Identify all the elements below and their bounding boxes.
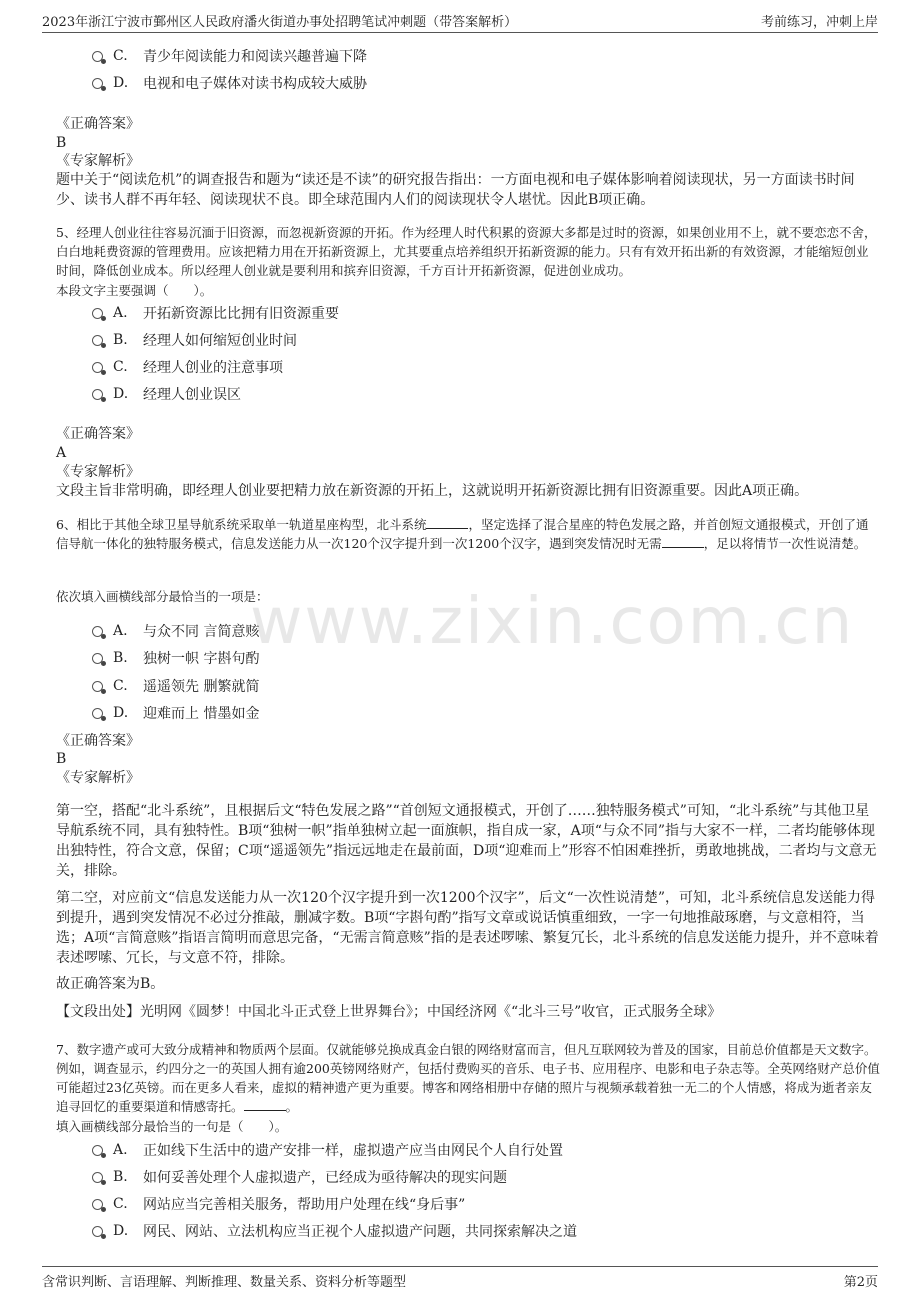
option-text: 网民、网站、立法机构应当正视个人虚拟遗产问题，共同探索解决之道 bbox=[143, 1224, 577, 1240]
q7-option-a[interactable] bbox=[92, 1140, 563, 1160]
q6-option-a[interactable] bbox=[92, 621, 259, 641]
option-text: 经理人创业的注意事项 bbox=[143, 360, 283, 376]
q6-stem-part-3: ，足以将情节一次性说清楚。 bbox=[703, 536, 867, 551]
option-letter: B. bbox=[113, 1169, 128, 1185]
q6-stem bbox=[56, 515, 880, 553]
radio-icon[interactable] bbox=[92, 78, 103, 89]
q6-analysis-3: 故正确答案为B。 bbox=[56, 976, 165, 992]
q6-stem-part-1: 6、相比于其他全球卫星导航系统采取单一轨道星座构型，北斗系统 bbox=[56, 517, 427, 532]
radio-icon[interactable] bbox=[92, 362, 103, 373]
option-text: 电视和电子媒体对读书构成较大威胁 bbox=[143, 76, 367, 92]
q5-answer-label: 《正确答案》 bbox=[56, 426, 140, 442]
q6-option-c[interactable] bbox=[92, 676, 259, 696]
q7-option-d[interactable] bbox=[92, 1221, 577, 1241]
option-letter: D. bbox=[113, 705, 129, 721]
option-text: 开拓新资源比比拥有旧资源重要 bbox=[143, 306, 339, 322]
q5-analysis-label: 《专家解析》 bbox=[56, 464, 140, 480]
radio-icon[interactable] bbox=[92, 626, 103, 637]
option-letter: D. bbox=[113, 386, 129, 402]
radio-icon[interactable] bbox=[92, 1226, 103, 1237]
option-text: 独树一帜 字斟句酌 bbox=[143, 651, 260, 667]
q5-answer: A bbox=[56, 445, 67, 461]
header-title: 2023年浙江宁波市鄞州区人民政府潘火街道办事处招聘笔试冲刺题（带答案解析） bbox=[42, 15, 518, 30]
q6-analysis-2: 第二空，对应前文“信息发送能力从一次120个汉字提升到一次1200个汉字”，后文“一次性说清楚”，可知，北斗系统信息发送能力得到提升，遇到突发情况不必过分推敲，删减字数。B项“字斟句酌”指写文章或说话慎重细致，一字一句地推敲琢磨，与文意相符，当选；A项“言简意赅”指语言简明而意思完备，“无需言简意赅”指的是表述啰嗦、繁复冗长，北斗系统的信息发送能力提升，并不意味着表述啰嗦、冗长，与文意不符，排除。 bbox=[56, 890, 879, 966]
radio-icon[interactable] bbox=[92, 389, 103, 400]
option-text: 如何妥善处理个人虚拟遗产，已经成为亟待解决的现实问题 bbox=[143, 1170, 507, 1186]
option-text: 正如线下生活中的遗产安排一样，虚拟遗产应当由网民个人自行处置 bbox=[143, 1143, 563, 1159]
option-letter: A. bbox=[113, 623, 128, 639]
q6-analysis-label: 《专家解析》 bbox=[56, 770, 140, 786]
q4-option-d[interactable] bbox=[92, 73, 367, 93]
blank-line bbox=[244, 1098, 286, 1111]
option-text: 与众不同 言简意赅 bbox=[143, 624, 260, 640]
q6-option-d[interactable] bbox=[92, 703, 259, 723]
radio-icon[interactable] bbox=[92, 308, 103, 319]
radio-icon[interactable] bbox=[92, 708, 103, 719]
option-letter: D. bbox=[113, 1223, 129, 1239]
option-text: 网站应当完善相关服务，帮助用户处理在线“身后事” bbox=[143, 1197, 466, 1213]
q6-option-b[interactable] bbox=[92, 648, 259, 668]
q5-option-b[interactable] bbox=[92, 330, 297, 350]
q5-option-c[interactable] bbox=[92, 357, 283, 377]
q6-question: 依次填入画横线部分最恰当的一项是： bbox=[56, 589, 269, 604]
radio-icon[interactable] bbox=[92, 1145, 103, 1156]
option-text: 经理人创业误区 bbox=[143, 387, 241, 403]
radio-icon[interactable] bbox=[92, 335, 103, 346]
q5-analysis: 文段主旨非常明确，即经理人创业要把精力放在新资源的开拓上，这就说明开拓新资源比拥有旧资源重要。因此A项正确。 bbox=[56, 483, 809, 499]
q7-question: 填入画横线部分最恰当的一句是（ ）。 bbox=[56, 1119, 288, 1134]
q4-option-c[interactable] bbox=[92, 46, 367, 66]
q6-source: 【文段出处】光明网《圆梦！中国北斗正式登上世界舞台》；中国经济网《“北斗三号”收官，正式服务全球》 bbox=[56, 1004, 722, 1020]
page-header bbox=[42, 8, 878, 33]
footer-topics: 含常识判断、言语理解、判断推理、数量关系、资料分析等题型 bbox=[42, 1275, 407, 1290]
q4-answer: B bbox=[56, 135, 67, 151]
option-letter: A. bbox=[113, 1142, 128, 1158]
option-letter: C. bbox=[113, 48, 128, 64]
q7-stem-text: 7、数字遗产或可大致分成精神和物质两个层面。仅就能够兑换成真金白银的网络财富而言，但凡互联网较为普及的国家，目前总价值都是天文数字。例如，调查显示，约四分之一的英国人拥有逾200英镑网络财产，包括付费购买的音乐、电子书、应用程序、电影和电子杂志等。全英网络财产总价值可能超过23亿英镑。而在更多人看来，虚拟的精神遗产更为重要。博客和网络相册中存储的照片与视频承载着独一无二的个人情感，将成为逝者亲友追寻回忆的重要渠道和情感寄托。 bbox=[56, 1042, 880, 1114]
radio-icon[interactable] bbox=[92, 681, 103, 692]
option-letter: B. bbox=[113, 650, 128, 666]
option-letter: C. bbox=[113, 1196, 128, 1212]
option-text: 青少年阅读能力和阅读兴趣普遍下降 bbox=[143, 49, 367, 65]
radio-icon[interactable] bbox=[92, 1172, 103, 1183]
q7-stem-end: 。 bbox=[285, 1099, 299, 1114]
radio-icon[interactable] bbox=[92, 1199, 103, 1210]
q5-option-d[interactable] bbox=[92, 384, 241, 404]
q4-answer-label: 《正确答案》 bbox=[56, 116, 140, 132]
watermark: www.zixin.com.cn bbox=[250, 585, 855, 659]
option-letter: D. bbox=[113, 75, 129, 91]
q6-answer: B bbox=[56, 751, 67, 767]
q5-question: 本段文字主要强调（ ）。 bbox=[56, 283, 213, 298]
q5-option-a[interactable] bbox=[92, 303, 339, 323]
blank-line bbox=[426, 516, 468, 529]
radio-icon[interactable] bbox=[92, 653, 103, 664]
q7-stem bbox=[56, 1040, 880, 1116]
option-letter: C. bbox=[113, 678, 128, 694]
q4-analysis: 题中关于“阅读危机”的调查报告和题为“读还是不读”的研究报告指出：一方面电视和电子媒体影响着阅读现状，另一方面读书时间少、读书人群不再年轻、阅读现状不良。即全球范围内人们的阅读现状令人堪忧。因此B项正确。 bbox=[56, 172, 855, 208]
blank-line bbox=[662, 535, 704, 548]
q4-analysis-label: 《专家解析》 bbox=[56, 153, 140, 169]
option-letter: B. bbox=[113, 332, 128, 348]
q6-stem-part-2: ，坚定选择了混合星座的特色发展之路，并首创短文通报模式，开创了通信导航一体化的独特服务模式，信息发送能力从一次120个汉字提升到一次1200个汉字，遇到突发情况时无需 bbox=[56, 517, 869, 551]
page-number: 第2页 bbox=[843, 1275, 878, 1290]
option-text: 遥遥领先 删繁就简 bbox=[143, 679, 260, 695]
q6-answer-label: 《正确答案》 bbox=[56, 733, 140, 749]
q5-stem: 5、经理人创业往往容易沉湎于旧资源，而忽视新资源的开拓。作为经理人时代积累的资源大多都是过时的资源，如果创业用不上，就不要恋恋不舍，白白地耗费资源的管理费用。应该把精力用在开拓新资源上，尤其要重点培养组织开拓新资源的能力。只有有效开拓出新的有效资源，才能缩短创业时间，降低创业成本。所以经理人创业就是要利用和摈弃旧资源，千方百计开拓新资源，促进创业成功。 bbox=[56, 225, 877, 278]
q6-analysis-1: 第一空，搭配“北斗系统”，且根据后文“特色发展之路”“首创短文通报模式，开创了……独特服务模式”可知，“北斗系统”与其他卫星导航系统不同，具有独特性。B项“独树一帜”指单独树立起一面旗帜，指自成一家，A项“与众不同”指与大家不一样，二者均能够体现出独特性，符合文意，保留；C项“遥遥领先”指远远地走在最前面，D项“迎难而上”形容不怕困难挫折，勇敢地挑战，二者均与文意无关，排除。 bbox=[56, 803, 877, 879]
option-text: 经理人如何缩短创业时间 bbox=[143, 333, 297, 349]
option-letter: C. bbox=[113, 359, 128, 375]
page-footer bbox=[42, 1266, 878, 1290]
q7-option-c[interactable] bbox=[92, 1194, 465, 1214]
q7-option-b[interactable] bbox=[92, 1167, 507, 1187]
header-slogan: 考前练习，冲刺上岸 bbox=[760, 15, 878, 30]
radio-icon[interactable] bbox=[92, 51, 103, 62]
option-text: 迎难而上 惜墨如金 bbox=[143, 706, 260, 722]
option-letter: A. bbox=[113, 305, 128, 321]
